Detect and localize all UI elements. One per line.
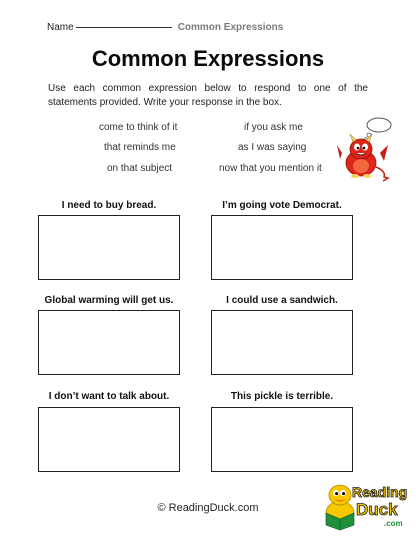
expression-item: as I was saying (238, 142, 307, 153)
name-line[interactable] (76, 27, 172, 28)
expression-item: come to think of it (99, 122, 178, 133)
response-box[interactable] (211, 407, 353, 472)
expression-item: if you ask me (244, 122, 303, 133)
prompt-label: I need to buy bread. (61, 200, 157, 211)
logo-text-suffix: .com (384, 519, 403, 528)
instructions: Use each common expression below to respond to one of the statements provided. Write your response in the box. (48, 83, 368, 108)
copyright-footer: © ReadingDuck.com (157, 502, 259, 514)
name-row (47, 22, 283, 33)
devil-mascot-icon (336, 115, 396, 185)
response-box[interactable] (211, 310, 353, 375)
prompt-label: I’m going vote Democrat. (222, 200, 342, 211)
logo-text-line1: Reading (352, 484, 408, 500)
prompt-label: This pickle is terrible. (230, 391, 334, 402)
page-title: Common Expressions (91, 46, 325, 71)
expression-item: now that you mention it (219, 163, 322, 174)
logo-text-line2: Duck (356, 500, 398, 519)
reading-duck-logo-icon (322, 475, 408, 531)
prompt-label: I don’t want to talk about. (48, 391, 170, 402)
response-box[interactable] (38, 407, 180, 472)
response-box[interactable] (211, 215, 353, 280)
name-label: Name (47, 22, 74, 33)
expression-item: that reminds me (104, 142, 176, 153)
expression-item: on that subject (107, 163, 173, 174)
prompt-label: Global warming will get us. (44, 295, 174, 306)
response-box[interactable] (38, 215, 180, 280)
prompt-label: I could use a sandwich. (226, 295, 338, 306)
header-worksheet-title: Common Expressions (177, 22, 284, 33)
response-box[interactable] (38, 310, 180, 375)
